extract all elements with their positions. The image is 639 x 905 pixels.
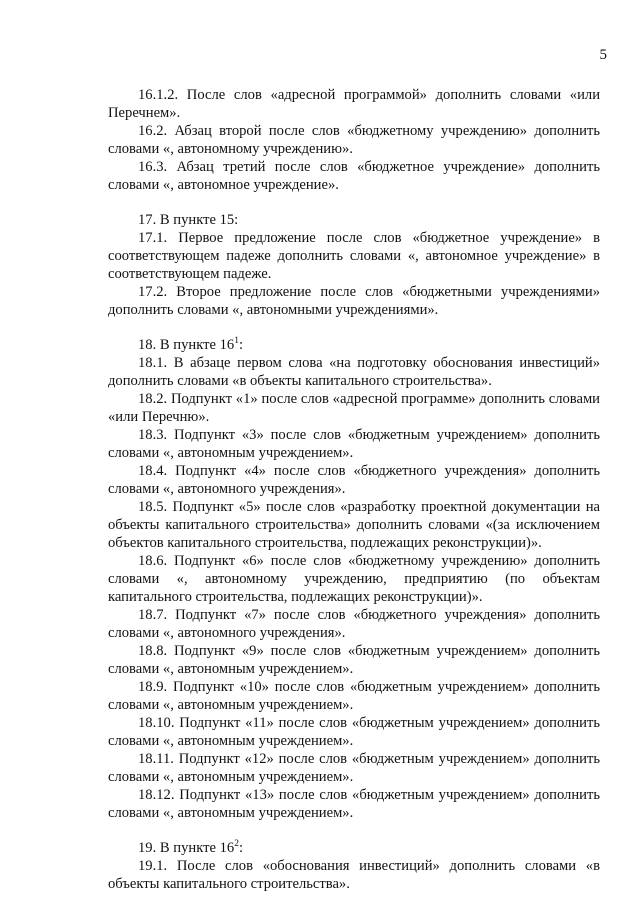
paragraph-18-11: 18.11. Подпункт «12» после слов «бюджетным учреждением» дополнить словами «, автономным учреждением». (108, 751, 600, 785)
paragraph-spacer (108, 822, 600, 839)
heading-text: 19. В пункте 16 (138, 840, 235, 856)
paragraph-18-5: 18.5. Подпункт «5» после слов «разработку проектной документации на объекты капитального строительства» дополнить словами «(за исключением объектов капитального строительства, подлежащих реконструкции)». (108, 499, 600, 551)
paragraph-16-1-2: 16.1.2. После слов «адресной программой» дополнить словами «или Перечнем». (108, 87, 600, 121)
paragraph-16-3: 16.3. Абзац третий после слов «бюджетное учреждение» дополнить словами «, автономное учреждение». (108, 159, 600, 193)
paragraph-18-1: 18.1. В абзаце первом слова «на подготовку обоснования инвестиций» дополнить словами «в объекты капитального строительства». (108, 355, 600, 389)
paragraph-18-10: 18.10. Подпункт «11» после слов «бюджетным учреждением» дополнить словами «, автономным учреждением». (108, 715, 600, 749)
document-body (108, 86, 600, 893)
paragraph-18-9: 18.9. Подпункт «10» после слов «бюджетным учреждением» дополнить словами «, автономным учреждением». (108, 679, 600, 713)
paragraph-16-2: 16.2. Абзац второй после слов «бюджетному учреждению» дополнить словами «, автономному учреждению». (108, 123, 600, 157)
heading-suffix: : (238, 337, 243, 353)
paragraph-17-2: 17.2. Второе предложение после слов «бюджетными учреждениями» дополнить словами «, автономными учреждениями». (108, 284, 600, 318)
paragraph-18-2: 18.2. Подпункт «1» после слов «адресной программе» дополнить словами «или Перечню». (108, 391, 600, 425)
paragraph-18-3: 18.3. Подпункт «3» после слов «бюджетным учреждением» дополнить словами «, автономным учреждением». (108, 427, 600, 461)
section-heading-18 (108, 336, 600, 354)
section-heading-19 (108, 839, 600, 857)
heading-suffix: : (238, 840, 243, 856)
paragraph-18-4: 18.4. Подпункт «4» после слов «бюджетного учреждения» дополнить словами «, автономного учреждения». (108, 463, 600, 497)
paragraph-spacer (108, 319, 600, 336)
paragraph-18-12: 18.12. Подпункт «13» после слов «бюджетным учреждением» дополнить словами «, автономным учреждением». (108, 787, 600, 821)
section-heading-17: 17. В пункте 15: (138, 212, 239, 228)
paragraph-17-1: 17.1. Первое предложение после слов «бюджетное учреждение» в соответствующем падеже дополнить словами «, автономное учреждение» в соответствующем падеже. (108, 230, 600, 282)
heading-superscript: 2 (234, 839, 239, 850)
paragraph-18-7: 18.7. Подпункт «7» после слов «бюджетного учреждения» дополнить словами «, автономного учреждения». (108, 607, 600, 641)
paragraph-spacer (108, 194, 600, 211)
paragraph-18-6: 18.6. Подпункт «6» после слов «бюджетному учреждению» дополнить словами «, автономному учреждению, предприятию (по объектам капитального строительства, подлежащих реконструкции)». (108, 553, 600, 605)
paragraph-19-1: 19.1. После слов «обоснования инвестиций» дополнить словами «в объекты капитального строительства». (108, 858, 600, 892)
heading-superscript: 1 (234, 336, 239, 347)
paragraph-18-8: 18.8. Подпункт «9» после слов «бюджетным учреждением» дополнить словами «, автономным учреждением». (108, 643, 600, 677)
heading-text: 18. В пункте 16 (138, 337, 235, 353)
page-number: 5 (599, 47, 607, 63)
